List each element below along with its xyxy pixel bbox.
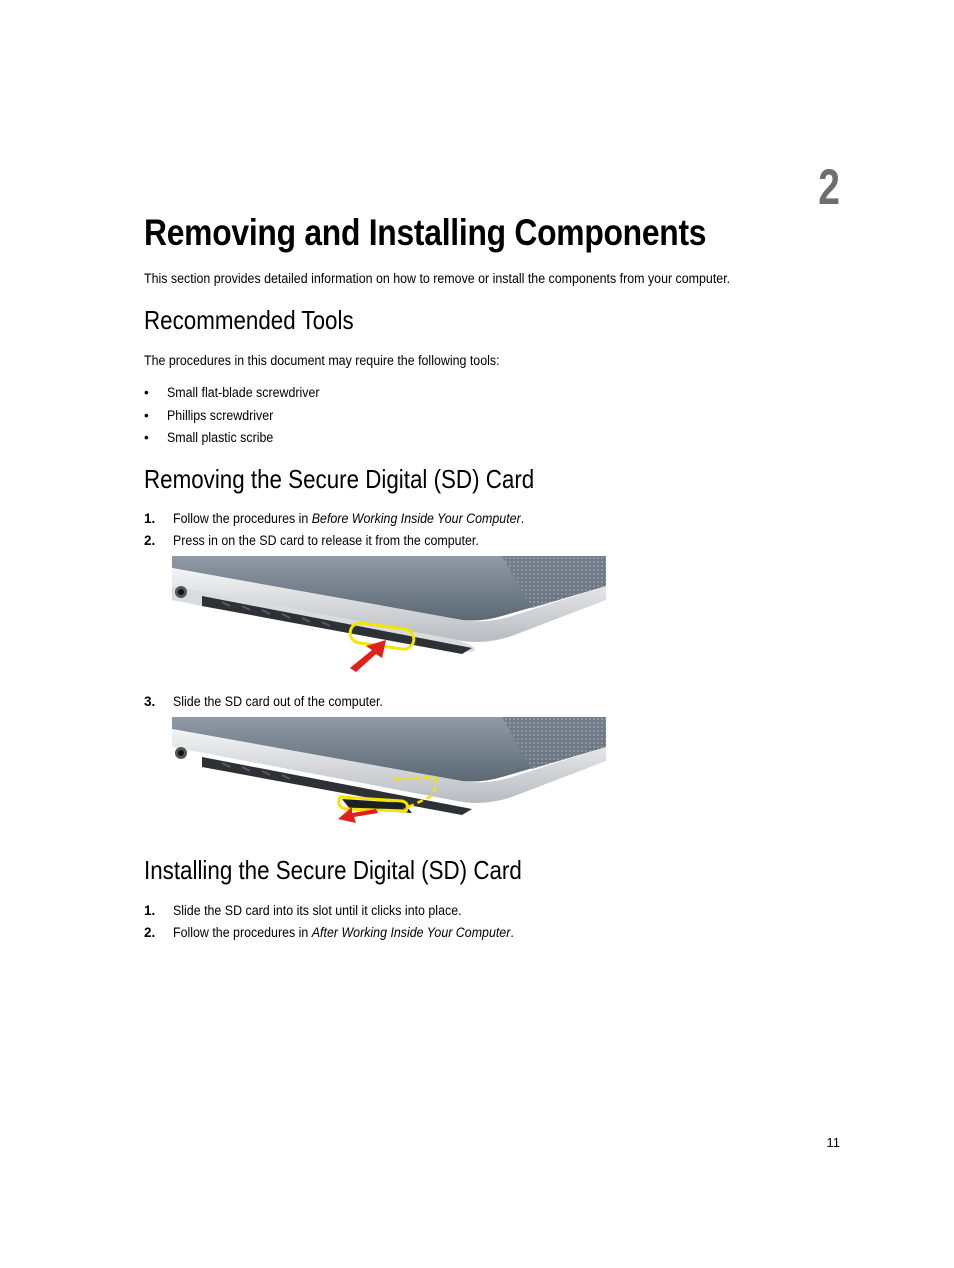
- figure-slide-sd-card-out: [172, 717, 606, 831]
- step-text: Slide the SD card out of the computer.: [173, 694, 383, 709]
- page-number: 11: [826, 1135, 840, 1150]
- bullet-marker: •: [144, 385, 149, 400]
- chapter-intro: This section provides detailed information on how to remove or install the components from your computer.: [144, 271, 731, 286]
- step-text: Press in on the SD card to release it from the computer.: [173, 533, 479, 548]
- step-number: 3.: [144, 694, 156, 709]
- tools-intro: The procedures in this document may require the following tools:: [144, 353, 500, 368]
- step-number: 1.: [144, 903, 156, 918]
- figure-press-sd-card: [172, 556, 606, 672]
- step-text: Slide the SD card into its slot until it clicks into place.: [173, 903, 462, 918]
- step-number: 1.: [144, 511, 156, 526]
- chapter-number: 2: [818, 159, 840, 215]
- list-item: Phillips screwdriver: [167, 408, 274, 423]
- bullet-marker: •: [144, 408, 149, 423]
- step-link-ref: After Working Inside Your Computer: [311, 925, 511, 940]
- step-text: Follow the procedures in Before Working Inside Your Computer.: [173, 511, 525, 526]
- bullet-marker: •: [144, 430, 149, 445]
- list-item: Small plastic scribe: [167, 430, 274, 445]
- step-number: 2.: [144, 533, 156, 548]
- step-link-ref: Before Working Inside Your Computer: [311, 511, 521, 526]
- list-item: Small flat-blade screwdriver: [167, 385, 320, 400]
- section-heading-removing: Removing the Secure Digital (SD) Card: [144, 464, 535, 494]
- step-text: Follow the procedures in After Working Inside Your Computer.: [173, 925, 514, 940]
- section-heading-tools: Recommended Tools: [144, 305, 354, 335]
- step-number: 2.: [144, 925, 156, 940]
- page-title: Removing and Installing Components: [144, 212, 707, 253]
- section-heading-installing: Installing the Secure Digital (SD) Card: [144, 855, 522, 885]
